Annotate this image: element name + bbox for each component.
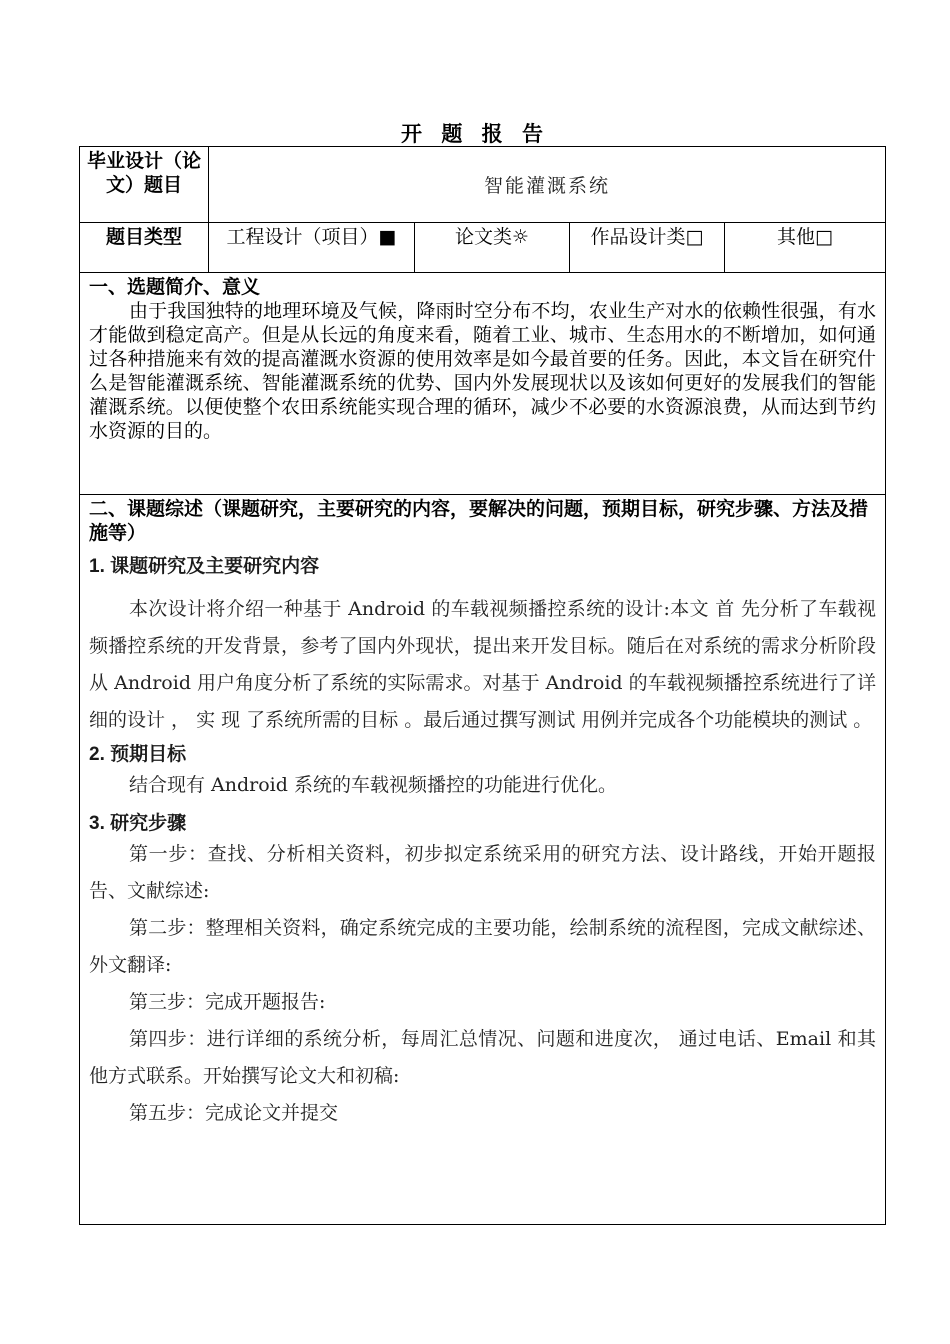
type-label: 题目类型: [80, 223, 209, 273]
subsection2-title: 2. 预期目标: [89, 744, 187, 765]
step-5: 第五步：完成论文并提交: [129, 1102, 339, 1124]
section1-cell: [80, 273, 886, 495]
step-2: 第二步：整理相关资料，确定系统完成的主要功能，绘制系统的流程图，完成文献综述、外文翻译:: [89, 917, 877, 976]
section2-row: [80, 495, 886, 1225]
page-title: 开 题 报 告: [401, 122, 549, 146]
proposal-table: [79, 146, 886, 1225]
subsection2-body: 结合现有 Android 系统的车载视频播控的功能进行优化。: [129, 774, 617, 796]
step-3: 第三步：完成开题报告:: [129, 991, 326, 1013]
type-option-thesis: 论文类☼: [415, 223, 570, 273]
step-4: 第四步：进行详细的系统分析，每周汇总情况、问题和进度次， 通过电话、Email 和其他方式联系。开始撰写论文大和初稿:: [89, 1028, 877, 1087]
type-option-other: 其他□: [725, 223, 886, 273]
subsection3-title: 3. 研究步骤: [89, 813, 187, 834]
section2-heading: 二、课题综述（课题研究，主要研究的内容，要解决的问题，预期目标，研究步骤、方法及措施等）: [89, 498, 869, 544]
topic-row: [80, 147, 886, 223]
topic-label: 毕业设计（论文）题目: [80, 147, 209, 223]
section1-body: 由于我国独特的地理环境及气候，降雨时空分布不均，农业生产对水的依赖性很强，有水才能做到稳定高产。但是从长远的角度来看，随着工业、城市、生态用水的不断增加，如何通过各种措施来有效的提高灌溉水资源的使用效率是如今最首要的任务。因此，本文旨在研究什么是智能灌溉系统、智能灌溉系统的优势、国内外发展现状以及该如何更好的发展我们的智能灌溉系统。以便使整个农田系统能实现合理的循环，减少不必要的水资源浪费，从而达到节约水资源的目的。: [89, 300, 877, 442]
subsection1-body: 本次设计将介绍一种基于 Android 的车载视频播控系统的设计:本文 首 先分析了车载视频播控系统的开发背景，参考了国内外现状，提出来开发目标。随后在对系统的需求分析阶段从 Android 用户角度分析了系统的实际需求。对基于 Android 的车载视频播控系统进行了详细的设计 ， 实 现 了系统所需的目标 。最后通过撰写测试 用例并完成各个功能模块的测试 。: [89, 598, 877, 731]
type-option-engineering: 工程设计（项目）■: [209, 223, 415, 273]
section1-row: [80, 273, 886, 495]
subsection1-title: 1. 课题研究及主要研究内容: [89, 556, 320, 577]
section2-cell: [80, 495, 886, 1225]
topic-value: 智能灌溉系统: [209, 147, 886, 223]
type-option-work-design: 作品设计类□: [570, 223, 725, 273]
step-1: 第一步：查找、分析相关资料，初步拟定系统采用的研究方法、设计路线，开始开题报告、文献综述:: [89, 843, 877, 902]
type-row: [80, 223, 886, 273]
section1-heading: 一、选题简介、意义: [89, 276, 261, 298]
